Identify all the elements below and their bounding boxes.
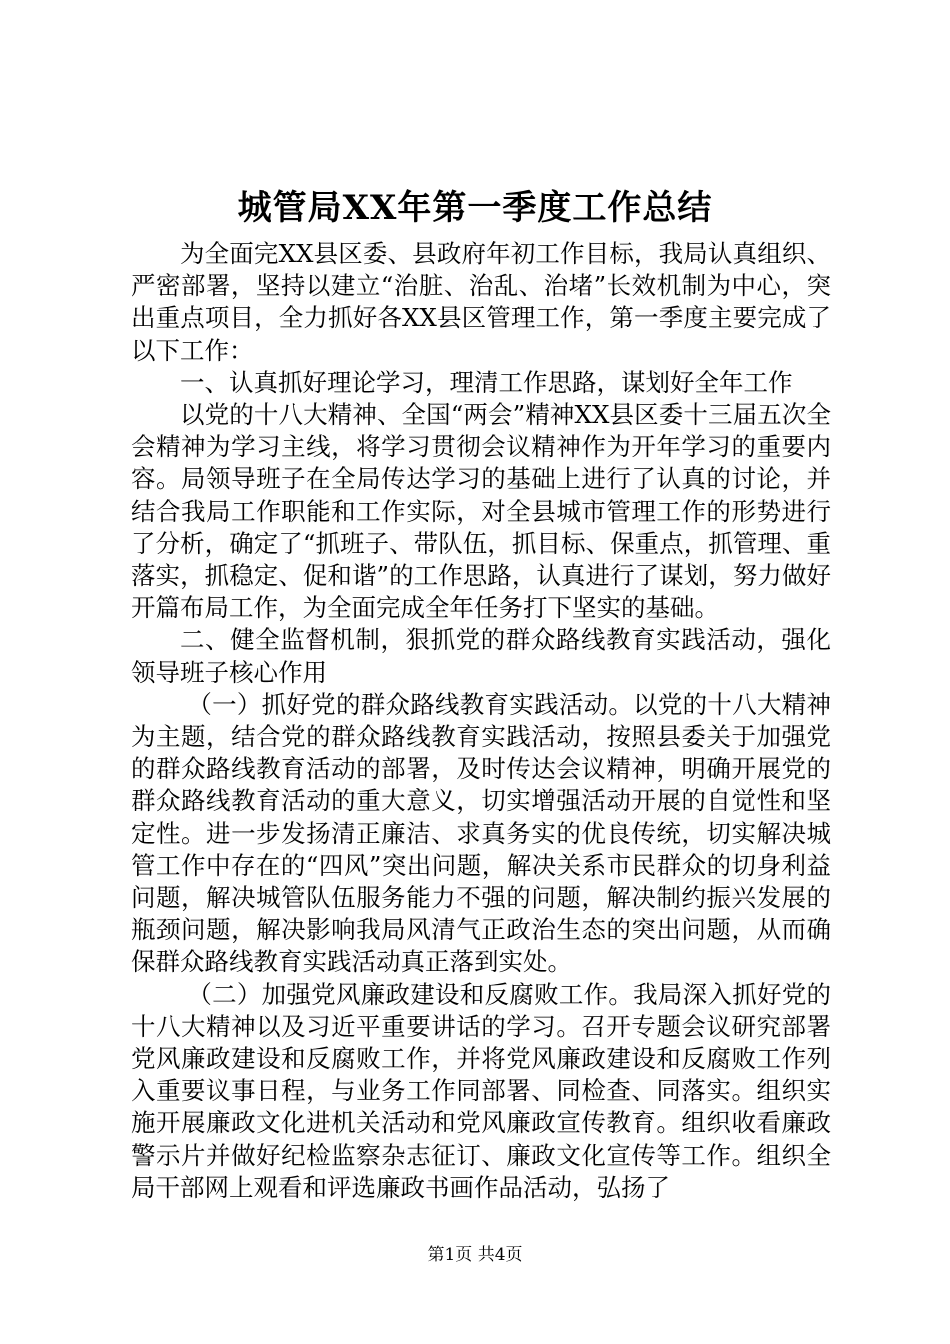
page-number: 第1页 共4页 xyxy=(427,1245,523,1265)
subsection-2-paragraph: （二）加强党风廉政建设和反腐败工作。我局深入抓好党的十八大精神以及习近平重要讲话的学习。召开专题会议研究部署党风廉政建设和反腐败工作，并将党风廉政建设和反腐败工作列入重要议事日程，与业务工作同部署、同检查、同落实。组织实施开展廉政文化进机关活动和党风廉政宣传教育。组织收看廉政警示片并做好纪检监察杂志征订、廉政文化宣传等工作。组织全局干部网上观看和评选廉政书画作品活动，弘扬了 xyxy=(131,979,831,1202)
section-1-paragraph: 以党的十八大精神、全国“两会”精神XX县区委十三届五次全会精神为学习主线，将学习贯彻会议精神作为开年学习的重要内容。局领导班子在全局传达学习的基础上进行了认真的讨论，并结合我局工作职能和工作实际，对全县城市管理工作的形势进行了分析，确定了“抓班子、带队伍，抓目标、保重点，抓管理、重落实，抓稳定、促和谐”的工作思路，认真进行了谋划，努力做好开篇布局工作，为全面完成全年任务打下坚实的基础。 xyxy=(131,400,831,623)
intro-paragraph: 为全面完XX县区委、县政府年初工作目标，我局认真组织、严密部署，坚持以建立“治脏、治乱、治堵”长效机制为中心，突出重点项目，全力抓好各XX县区管理工作，第一季度主要完成了以下工作： xyxy=(131,239,831,365)
subsection-1-paragraph: （一）抓好党的群众路线教育实践活动。以党的十八大精神为主题，结合党的群众路线教育实践活动，按照县委关于加强党的群众路线教育活动的部署，及时传达会议精神，明确开展党的群众路线教育活动的重大意义，切实增强活动开展的自觉性和坚定性。进一步发扬清正廉洁、求真务实的优良传统，切实解决城管工作中存在的“四风”突出问题，解决关系市民群众的切身利益问题，解决城管队伍服务能力不强的问题，解决制约振兴发展的瓶颈问题，解决影响我局风清气正政治生态的突出问题，从而确保群众路线教育实践活动真正落到实处。 xyxy=(131,689,831,977)
document-title: 城管局XX年第一季度工作总结 xyxy=(237,188,713,228)
section-heading-1: 一、认真抓好理论学习，理清工作思路，谋划好全年工作 xyxy=(180,367,793,397)
section-heading-2: 二、健全监督机制，狠抓党的群众路线教育实践活动，强化领导班子核心作用 xyxy=(131,625,831,687)
document-body xyxy=(131,238,831,1204)
